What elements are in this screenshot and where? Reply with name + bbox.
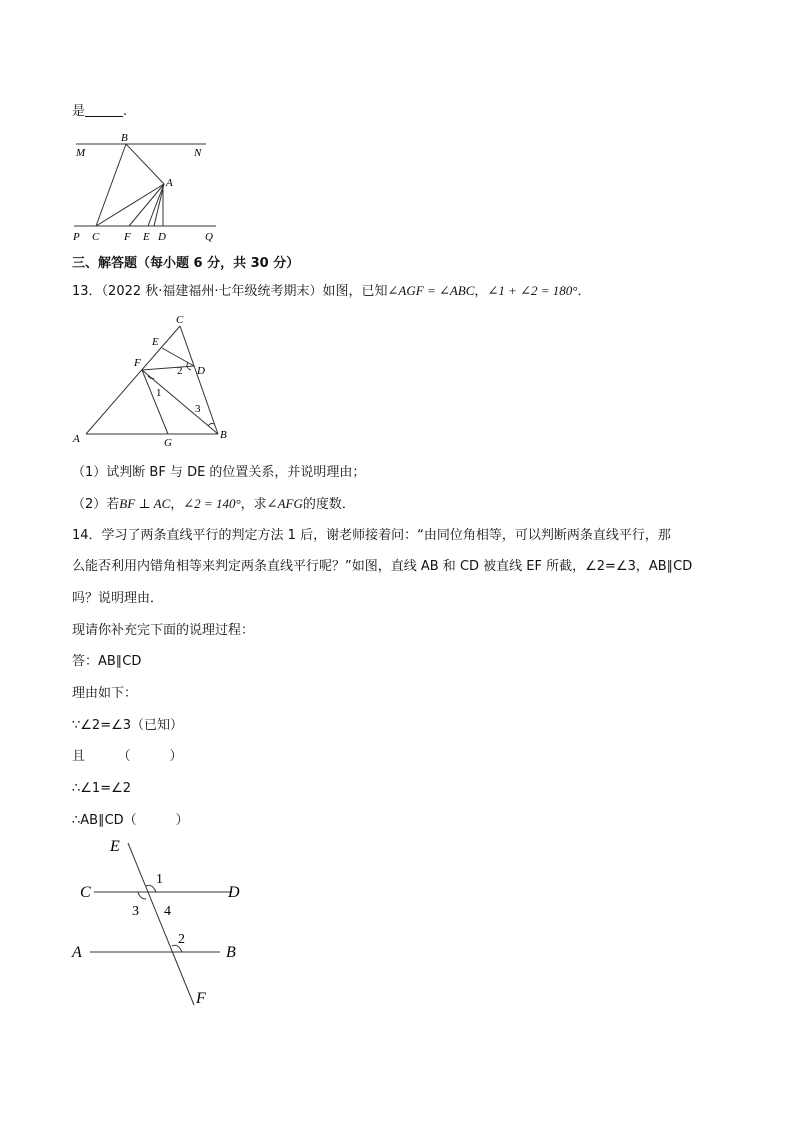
- segment-AC: [86, 326, 180, 434]
- q13-part2-target: ∠AFG: [266, 496, 303, 511]
- label-E: E: [110, 838, 120, 855]
- q13-part2-d: 的度数．: [302, 497, 355, 512]
- label-G: G: [164, 437, 172, 449]
- label-B: B: [226, 944, 236, 961]
- label-B: B: [220, 429, 227, 441]
- label-D: D: [197, 365, 205, 377]
- figure-q12: [70, 130, 230, 246]
- q13-part1: （1）试判断 BF 与 DE 的位置关系，并说明理由；: [72, 465, 366, 480]
- label-C: C: [80, 884, 91, 901]
- label-A: A: [73, 433, 80, 445]
- segment-AC: [96, 184, 164, 226]
- q13-stem-prefix: 13．（2022 秋·福建福州·七年级统考期末）如图，已知: [72, 284, 388, 299]
- label-D: D: [228, 884, 240, 901]
- section-title: 三、解答题（每小题 6 分，共 30 分）: [72, 256, 300, 271]
- q14-answer: 答：AB∥CD: [72, 654, 142, 669]
- q14-line3: 吗？说明理由．: [72, 591, 164, 606]
- q14-step1: ∵∠2=∠3（已知）: [72, 718, 184, 733]
- q13-part2: [72, 495, 355, 514]
- figure-q13: [70, 312, 240, 452]
- label-M: M: [76, 147, 86, 159]
- q13-stem: [72, 282, 590, 301]
- q13-part2-c: ，求: [240, 497, 267, 512]
- angle-arc-3: [138, 892, 146, 899]
- label-angle-4: 4: [164, 904, 171, 919]
- label-A: A: [72, 944, 82, 961]
- prev-question-text: 是: [72, 104, 86, 119]
- q14-step4: ∴AB∥CD（ ）: [72, 813, 189, 828]
- label-C: C: [176, 314, 184, 326]
- q13-end: ．: [577, 284, 591, 299]
- q13-part2-cond2: ∠2 = 140°: [183, 496, 241, 511]
- label-E: E: [143, 231, 150, 243]
- q14-line1: 14．学习了两条直线平行的判定方法 1 后，谢老师接着问：“由同位角相等，可以判断两条直线平行，那: [72, 528, 671, 543]
- label-F: F: [134, 357, 141, 369]
- label-P: P: [73, 231, 80, 243]
- label-angle-1: 1: [156, 872, 163, 887]
- q14-step3: ∴∠1=∠2: [72, 781, 132, 796]
- label-E: E: [152, 336, 159, 348]
- q14-line2: 么能否利用内错角相等来判定两条直线平行呢？”如图，直线 AB 和 CD 被直线 EF 所截，∠2=∠3，AB∥CD: [72, 559, 693, 574]
- label-angle-3: 3: [132, 904, 139, 919]
- q14-line4: 现请你补充完下面的说理过程：: [72, 623, 255, 638]
- label-angle-2: 2: [178, 932, 185, 947]
- label-A: A: [166, 177, 173, 189]
- segment-FG: [142, 370, 168, 434]
- label-D: D: [158, 231, 166, 243]
- label-B: B: [121, 132, 128, 144]
- q13-cond1: ∠AGF = ∠ABC: [387, 283, 475, 298]
- prev-question-end: .: [123, 104, 128, 119]
- figure-q14: [66, 835, 256, 1010]
- q13-part2-cond1: BF ⊥ AC: [119, 496, 171, 511]
- answer-blank: [85, 104, 123, 117]
- q14-step2: 且 （ ）: [72, 749, 183, 764]
- label-C: C: [92, 231, 100, 243]
- q13-part2-b: ，: [170, 497, 184, 512]
- q13-part2-a: （2）若: [72, 497, 120, 512]
- segment-FD: [142, 366, 194, 370]
- label-angle-1: 1: [156, 387, 162, 399]
- label-angle-2: 2: [177, 365, 183, 377]
- q13-cond2: ∠1 + ∠2 = 180°: [487, 283, 578, 298]
- line-EF: [128, 843, 194, 1005]
- angle-arc-3: [208, 423, 214, 426]
- prev-question-tail: [72, 103, 127, 121]
- label-Q: Q: [205, 231, 213, 243]
- q13-sep: ，: [474, 284, 488, 299]
- q14-reason-title: 理由如下：: [72, 686, 138, 701]
- label-F: F: [196, 990, 206, 1007]
- label-N: N: [194, 147, 202, 159]
- label-angle-3: 3: [195, 403, 201, 415]
- label-F: F: [124, 231, 131, 243]
- segment-BC: [96, 144, 126, 226]
- segment-BA: [126, 144, 164, 184]
